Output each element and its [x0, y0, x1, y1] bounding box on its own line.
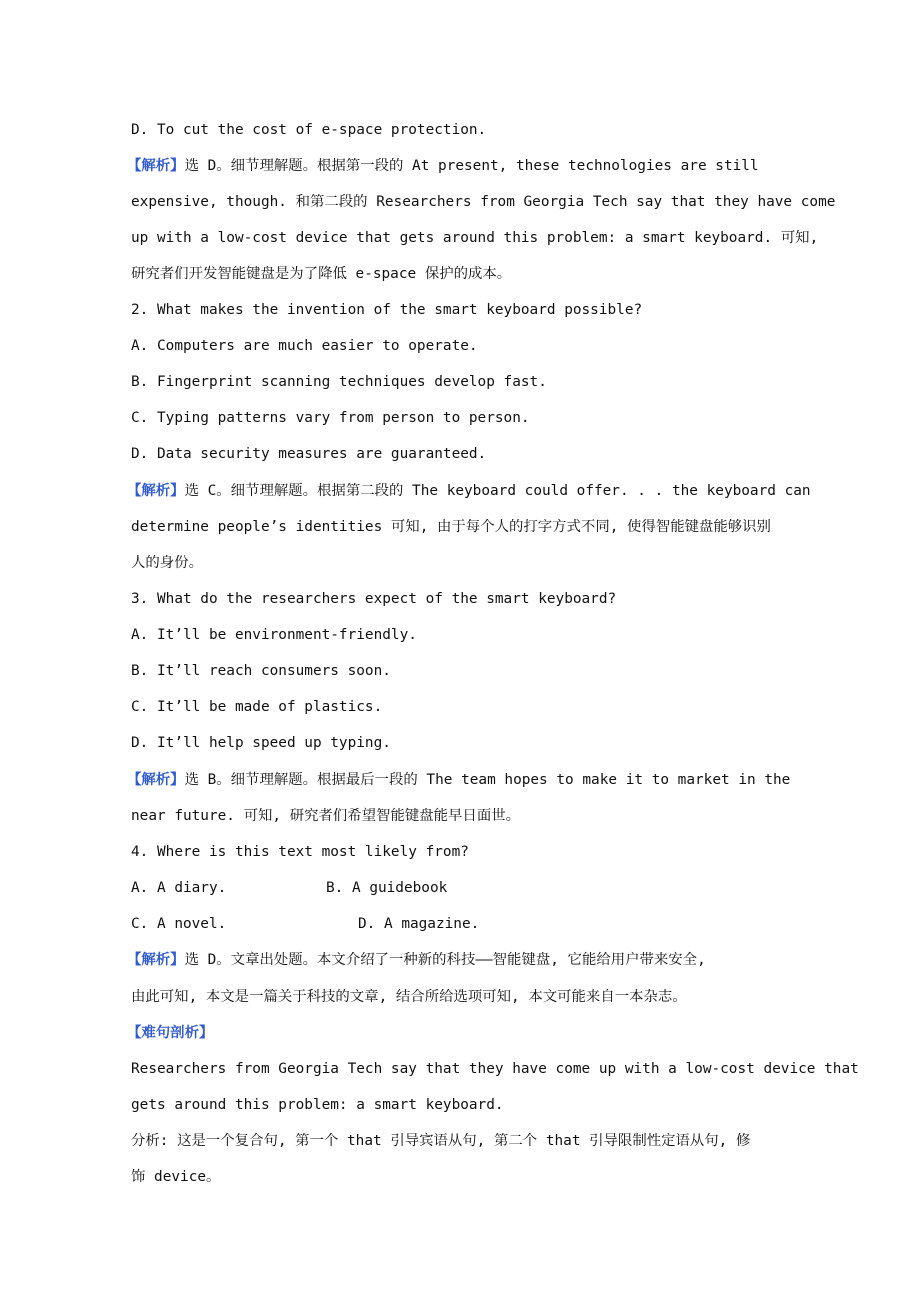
q2-analysis-line-1 — [127, 479, 831, 503]
q3-option-a: A. It’ll be environment-friendly. — [131, 627, 417, 643]
q3-option-c: C. It’ll be made of plastics. — [131, 699, 383, 715]
analysis-text: 选 B。细节理解题。根据最后一段的 The team hopes to make it to market in the — [184, 772, 791, 788]
q3-analysis-line-2: near future. 可知, 研究者们希望智能键盘能早日面世。 — [131, 808, 520, 824]
difficult-analysis-line-1: 分析: 这是一个复合句, 第一个 that 引导宾语从句, 第二个 that 引导限制性定语从句, 修 — [131, 1133, 751, 1149]
q4-options-row-1 — [131, 876, 831, 900]
q4-analysis-line-2: 由此可知, 本文是一篇关于科技的文章, 结合所给选项可知, 本文可能来自一本杂志。 — [131, 989, 687, 1005]
q2-option-d: D. Data security measures are guaranteed. — [131, 446, 487, 462]
q2-analysis-line-2: determine people’s identities 可知, 由于每个人的打字方式不同, 使得智能键盘能够识别 — [131, 519, 771, 535]
analysis-tag: 【解析】 — [127, 772, 185, 788]
analysis-tag: 【解析】 — [127, 952, 185, 968]
q2-option-a: A. Computers are much easier to operate. — [131, 338, 478, 354]
q3-analysis-line-1 — [127, 768, 831, 792]
q4-option-a: A. A diary. — [131, 880, 227, 896]
q2-option-b: B. Fingerprint scanning techniques develop fast. — [131, 374, 547, 390]
analysis-text: 选 C。细节理解题。根据第二段的 The keyboard could offer. . . the keyboard can — [184, 483, 811, 499]
q1-analysis-line-3: up with a low-cost device that gets around this problem: a smart keyboard. 可知, — [131, 230, 819, 246]
q1-analysis-line-2: expensive, though. 和第二段的 Researchers from Georgia Tech say that they have come — [131, 194, 836, 210]
q4-option-c: C. A novel. — [131, 916, 227, 932]
analysis-tag: 【解析】 — [127, 158, 185, 174]
difficult-analysis-line-2: 饰 device。 — [131, 1169, 221, 1185]
difficult-sentence-line-1: Researchers from Georgia Tech say that they have come up with a low-cost device that — [131, 1061, 859, 1077]
q2-question: 2. What makes the invention of the smart keyboard possible? — [131, 302, 643, 318]
q2-analysis-line-3: 人的身份。 — [131, 555, 203, 571]
q4-question: 4. Where is this text most likely from? — [131, 844, 469, 860]
q3-option-d: D. It’ll help speed up typing. — [131, 735, 391, 751]
q3-question: 3. What do the researchers expect of the smart keyboard? — [131, 591, 617, 607]
q2-option-c: C. Typing patterns vary from person to person. — [131, 410, 530, 426]
analysis-text: 选 D。文章出处题。本文介绍了一种新的科技——智能键盘, 它能给用户带来安全, — [184, 952, 706, 968]
q4-option-b: B. A guidebook — [326, 880, 448, 896]
q1-analysis-line-4: 研究者们开发智能键盘是为了降低 e-space 保护的成本。 — [131, 266, 512, 282]
analysis-text: 选 D。细节理解题。根据第一段的 At present, these technologies are still — [184, 158, 759, 174]
q1-analysis-line-1 — [127, 154, 831, 178]
q4-options-row-2 — [131, 912, 831, 936]
q4-analysis-line-1 — [127, 948, 831, 972]
difficult-sentence-line-2: gets around this problem: a smart keyboard. — [131, 1097, 504, 1113]
analysis-tag: 【解析】 — [127, 483, 185, 499]
q3-option-b: B. It’ll reach consumers soon. — [131, 663, 391, 679]
section-tag: 【难句剖析】 — [127, 1025, 214, 1041]
q1-option-d: D. To cut the cost of e-space protection. — [131, 122, 487, 138]
q4-option-d: D. A magazine. — [358, 916, 480, 932]
difficult-sentence-heading — [127, 1021, 831, 1045]
